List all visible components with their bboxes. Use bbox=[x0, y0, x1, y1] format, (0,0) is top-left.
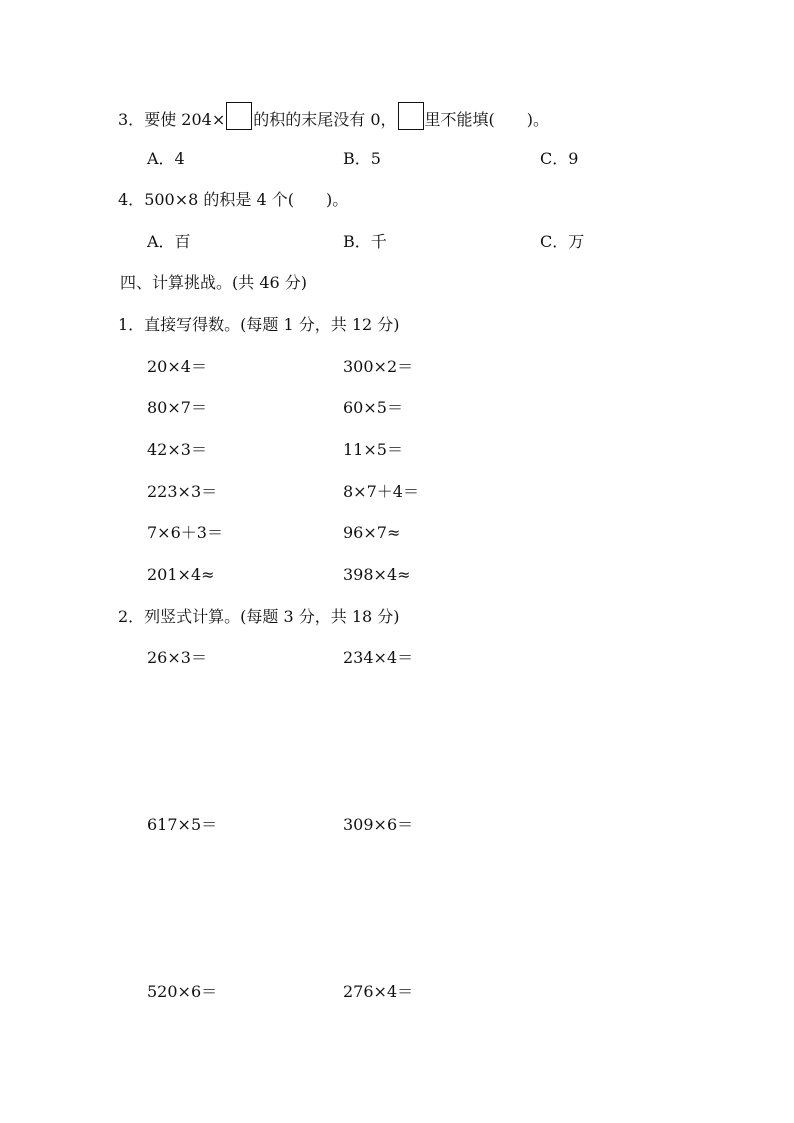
question-4-number: 4． bbox=[118, 190, 145, 209]
expression: 201×4≈ bbox=[147, 565, 215, 584]
expression: 26×3＝ bbox=[147, 648, 207, 667]
question-3-text-end: )。 bbox=[526, 110, 550, 129]
option-a[interactable]: A．4 bbox=[147, 149, 185, 168]
expression: 8×7＋4＝ bbox=[343, 482, 419, 501]
part-2-title: 2．列竖式计算。(每题 3 分，共 18 分) bbox=[118, 607, 400, 626]
expression: 276×4＝ bbox=[343, 982, 414, 1001]
option-c[interactable]: C．万 bbox=[540, 232, 585, 251]
question-3-number: 3． bbox=[118, 110, 145, 129]
expression: 7×6＋3＝ bbox=[147, 523, 223, 542]
expression: 234×4＝ bbox=[343, 648, 414, 667]
answer-box[interactable] bbox=[398, 102, 424, 130]
expression: 20×4＝ bbox=[147, 357, 207, 376]
option-c[interactable]: C．9 bbox=[540, 149, 579, 168]
expression: 520×6＝ bbox=[147, 982, 218, 1001]
question-3-text-after: 里不能填( bbox=[424, 110, 495, 129]
expression: 42×3＝ bbox=[147, 440, 207, 459]
question-4-text: 500×8 的积是 4 个( bbox=[144, 190, 294, 209]
question-3-text-middle: 的积的末尾没有 0， bbox=[253, 110, 397, 129]
expression: 96×7≈ bbox=[343, 523, 401, 542]
expression: 309×6＝ bbox=[343, 815, 414, 834]
option-b[interactable]: B．千 bbox=[343, 232, 387, 251]
question-3 bbox=[118, 102, 549, 130]
expression: 223×3＝ bbox=[147, 482, 218, 501]
section-title: 四、计算挑战。(共 46 分) bbox=[120, 273, 308, 292]
question-4-text-end: )。 bbox=[326, 190, 349, 209]
option-b[interactable]: B．5 bbox=[343, 149, 381, 168]
question-4 bbox=[118, 190, 348, 210]
expression: 398×4≈ bbox=[343, 565, 411, 584]
expression: 60×5＝ bbox=[343, 398, 403, 417]
part-1-title: 1．直接写得数。(每题 1 分，共 12 分) bbox=[118, 315, 400, 334]
expression: 11×5＝ bbox=[343, 440, 403, 459]
answer-box[interactable] bbox=[226, 102, 252, 130]
question-3-text-before: 要使 204× bbox=[144, 110, 226, 129]
option-a[interactable]: A．百 bbox=[147, 232, 191, 251]
expression: 80×7＝ bbox=[147, 398, 207, 417]
expression: 300×2＝ bbox=[343, 357, 414, 376]
expression: 617×5＝ bbox=[147, 815, 218, 834]
